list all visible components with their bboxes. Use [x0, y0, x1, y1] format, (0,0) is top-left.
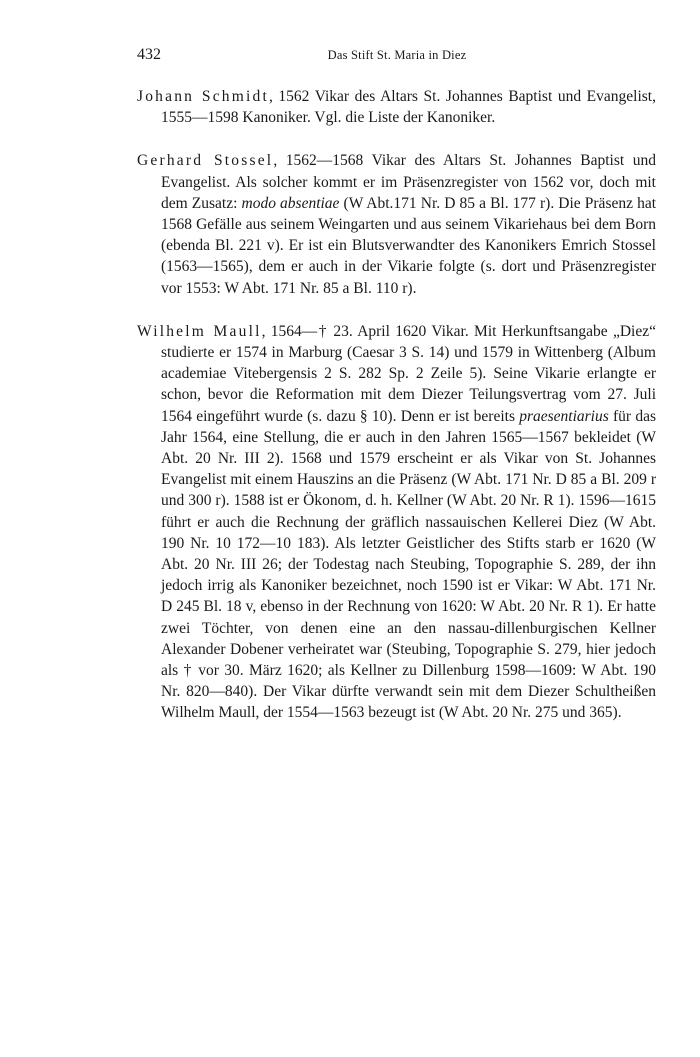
- latin-term: praesentiarius: [519, 407, 609, 425]
- latin-phrase: modo absentiae: [241, 194, 340, 212]
- entry-gerhard-stossel: [137, 150, 656, 298]
- entry-text: , 1564—† 23. April 1620 Vikar. Mit Herkunftsangabe „Diez“ studierte er 1574 in Marburg (Caesar 3 S. 14) und 1579 in Wittenberg (Album academiae Vitebergensis 2 S. 282 Sp. 2 Zeile 5). Seine Vikarie erlangte er schon, bevor die Reformation mit dem Diezer Teilungsvertrag vom 27. Juli 1564 eingeführt wurde (s. dazu § 10). Denn er ist bereits: [161, 322, 657, 425]
- person-name: Johann Schmidt: [137, 88, 269, 105]
- page-body: [137, 86, 656, 724]
- page-number: 432: [137, 46, 161, 63]
- entry-text: , 1562 Vikar des Altars St. Johannes Baptist und Evangelist, 1555—1598 Kanoniker. Vgl. die Liste der Kanoniker.: [161, 88, 656, 127]
- person-name: Wilhelm Maull: [137, 322, 262, 340]
- page-header: [137, 46, 657, 70]
- entry-wilhelm-maull: [137, 321, 656, 724]
- entry-text: , 1562—1568 Vikar des Altars St. Johannes Baptist und Evangelist. Als solcher kommt er im Präsenzregister von 1562 vor, doch mit dem Zusatz:: [161, 152, 657, 212]
- person-name: Gerhard Stossel: [137, 152, 274, 170]
- entry-text: (W Abt.171 Nr. D 85 a Bl. 177 r). Die Präsenz hat 1568 Gefälle aus seinem Weingarten und aus seinem Vikariehaus bei dem Born (ebenda Bl. 221 v). Er ist ein Blutsverwandter des Kanonikers Emrich Stossel (1563—1565), dem er auch in der Vikarie folgte (s. dort und Präsenzregister vor 1553: W Abt. 171 Nr. 85 a Bl. 110 r).: [161, 194, 657, 297]
- entry-text: für das Jahr 1564, eine Stellung, die er auch in den Jahren 1565—1567 bekleidet (W Abt. 20 Nr. III 2). 1568 und 1579 erscheint er als Vikar von St. Johannes Evangelist mit einem Hauszins an die Präsenz (W Abt. 171 Nr. D 85 a Bl. 209 r und 300 r). 1588 ist er Ökonom, d. h. Kellner (W Abt. 20 Nr. R 1). 1596—1615 führt er auch die Rechnung der gräflich nassauischen Kellerei Diez (W Abt. 190 Nr. 10 172—10 183). Als letzter Geistlicher des Stifts starb er 1620 (W Abt. 20 Nr. III 26; der Todestag nach Steubing, Topographie S. 289, der ihn jedoch irrig als Kanoniker bezeichnet, noch 1590 ist er Vikar: W Abt. 171 Nr. D 245 Bl. 18 v, ebenso in der Rechnung von 1620: W Abt. 20 Nr. R 1). Er hatte zwei Töchter, von denen eine an den nassau-dillenburgischen Kellner Alexander Dobener verheiratet war (Steubing, Topographie S. 279, hier jedoch als † vor 30. März 1620; als Kellner zu Dillenburg 1598—1609: W Abt. 190 Nr. 820—840). Der Vikar dürfte verwandt sein mit dem Diezer Schultheißen Wilhelm Maull, der 1554—1563 bezeugt ist (W Abt. 20 Nr. 275 und 365).: [161, 407, 656, 722]
- running-title: Das Stift St. Maria in Diez: [327, 48, 467, 62]
- entry-johann-schmidt: [137, 86, 656, 128]
